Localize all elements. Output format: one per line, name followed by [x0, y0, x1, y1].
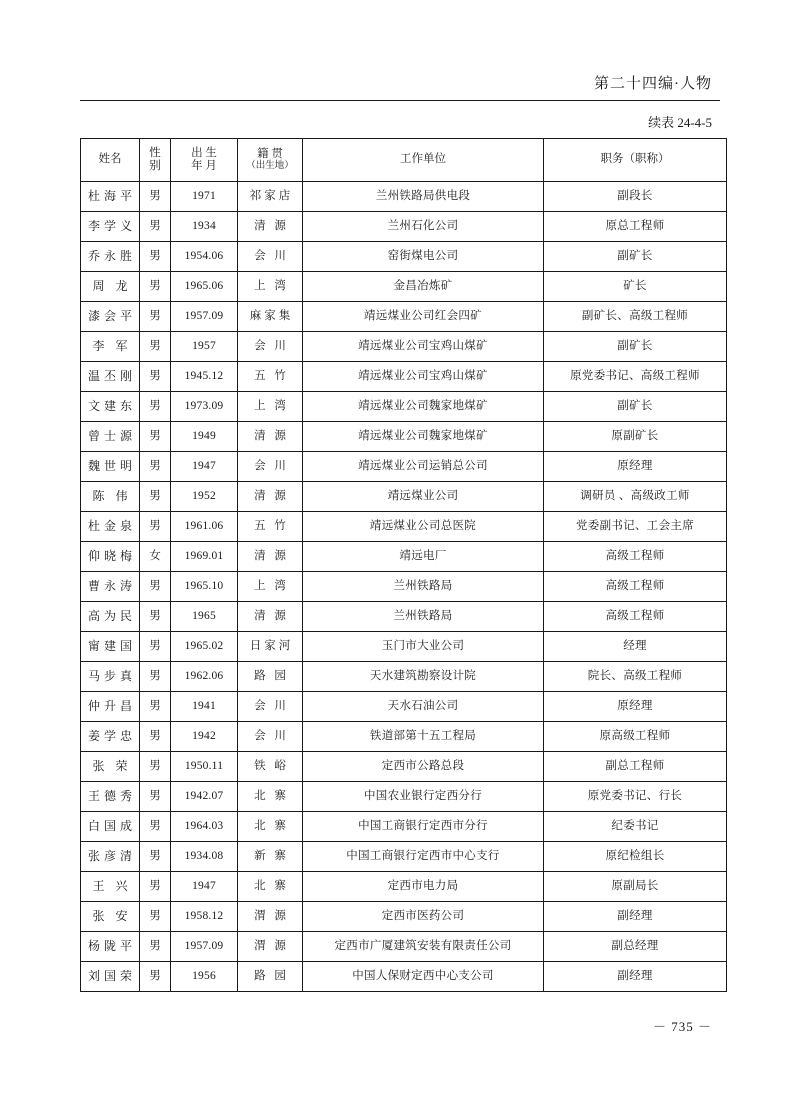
table-row [81, 662, 727, 692]
cell-birth: 1945.12 [171, 362, 238, 392]
cell-sex: 男 [140, 512, 171, 542]
column-header-origin [238, 139, 303, 182]
cell-birth: 1962.06 [171, 662, 238, 692]
table-row [81, 332, 727, 362]
cell-unit: 中国人保财定西中心支公司 [303, 962, 544, 992]
cell-post: 原党委书记、行长 [544, 782, 727, 812]
cell-sex: 男 [140, 902, 171, 932]
cell-origin: 上 湾 [238, 272, 303, 302]
cell-origin: 渭 源 [238, 932, 303, 962]
cell-post: 副总工程师 [544, 752, 727, 782]
cell-origin: 会 川 [238, 242, 303, 272]
cell-name: 曾士源 [81, 422, 140, 452]
cell-name: 仲升昌 [81, 692, 140, 722]
column-header-birth-line2: 年 月 [191, 160, 217, 172]
cell-post: 高级工程师 [544, 602, 727, 632]
cell-birth: 1949 [171, 422, 238, 452]
cell-sex: 女 [140, 542, 171, 572]
cell-birth: 1954.06 [171, 242, 238, 272]
cell-birth: 1952 [171, 482, 238, 512]
chapter-title: 第二十四编·人物 [594, 76, 712, 92]
cell-birth: 1969.01 [171, 542, 238, 572]
cell-post: 高级工程师 [544, 572, 727, 602]
cell-origin: 五 竹 [238, 362, 303, 392]
cell-origin: 新 寨 [238, 842, 303, 872]
cell-origin: 北 寨 [238, 872, 303, 902]
cell-name: 陈 伟 [81, 482, 140, 512]
cell-sex: 男 [140, 752, 171, 782]
column-header-post-text: 职务（职称） [600, 153, 670, 166]
cell-name: 仰晓梅 [81, 542, 140, 572]
cell-origin: 会 川 [238, 722, 303, 752]
cell-name: 马步真 [81, 662, 140, 692]
cell-post: 原副矿长 [544, 422, 727, 452]
cell-sex: 男 [140, 242, 171, 272]
cell-post: 原经理 [544, 452, 727, 482]
cell-origin: 路 园 [238, 662, 303, 692]
cell-origin: 清 源 [238, 602, 303, 632]
cell-origin: 清 源 [238, 542, 303, 572]
cell-birth: 1965 [171, 602, 238, 632]
cell-birth: 1957.09 [171, 302, 238, 332]
table-row [81, 932, 727, 962]
cell-unit: 玉门市大业公司 [303, 632, 544, 662]
cell-sex: 男 [140, 812, 171, 842]
table-row [81, 302, 727, 332]
cell-post: 副矿长 [544, 242, 727, 272]
cell-unit: 靖远煤业公司宝鸡山煤矿 [303, 332, 544, 362]
cell-birth: 1965.10 [171, 572, 238, 602]
cell-birth: 1971 [171, 182, 238, 212]
column-header-birth-line1: 出 生 [191, 146, 217, 159]
cell-name: 漆会平 [81, 302, 140, 332]
cell-birth: 1941 [171, 692, 238, 722]
cell-post: 矿长 [544, 272, 727, 302]
cell-name: 张 安 [81, 902, 140, 932]
cell-post: 原经理 [544, 692, 727, 722]
cell-name: 温丕刚 [81, 362, 140, 392]
cell-sex: 男 [140, 362, 171, 392]
cell-post: 调研员 、高级政工师 [544, 482, 727, 512]
cell-origin: 北 寨 [238, 812, 303, 842]
table-row [81, 812, 727, 842]
cell-post: 原党委书记、高级工程师 [544, 362, 727, 392]
cell-sex: 男 [140, 722, 171, 752]
table-head [81, 139, 727, 182]
cell-unit: 靖远煤业公司红会四矿 [303, 302, 544, 332]
cell-origin: 麻家集 [238, 302, 303, 332]
table-row [81, 722, 727, 752]
cell-birth: 1965.02 [171, 632, 238, 662]
cell-name: 乔永胜 [81, 242, 140, 272]
table-row [81, 512, 727, 542]
cell-birth: 1958.12 [171, 902, 238, 932]
cell-name: 姜学忠 [81, 722, 140, 752]
cell-sex: 男 [140, 842, 171, 872]
cell-origin: 祁家店 [238, 182, 303, 212]
cell-unit: 定西市公路总段 [303, 752, 544, 782]
cell-birth: 1973.09 [171, 392, 238, 422]
cell-sex: 男 [140, 332, 171, 362]
cell-sex: 男 [140, 872, 171, 902]
cell-post: 高级工程师 [544, 542, 727, 572]
cell-name: 杜海平 [81, 182, 140, 212]
column-header-post [544, 139, 727, 182]
table-row [81, 602, 727, 632]
cell-name: 曹永涛 [81, 572, 140, 602]
column-header-sex [140, 139, 171, 182]
table-row [81, 482, 727, 512]
cell-sex: 男 [140, 932, 171, 962]
cell-unit: 天水建筑勘察设计院 [303, 662, 544, 692]
cell-origin: 清 源 [238, 422, 303, 452]
cell-post: 副矿长 [544, 392, 727, 422]
cell-unit: 窑街煤电公司 [303, 242, 544, 272]
cell-birth: 1957 [171, 332, 238, 362]
cell-name: 刘国荣 [81, 962, 140, 992]
cell-post: 党委副书记、工会主席 [544, 512, 727, 542]
cell-name: 杜金泉 [81, 512, 140, 542]
cell-unit: 兰州铁路局供电段 [303, 182, 544, 212]
cell-unit: 金昌冶炼矿 [303, 272, 544, 302]
cell-post: 经理 [544, 632, 727, 662]
cell-origin: 铁 峪 [238, 752, 303, 782]
cell-sex: 男 [140, 182, 171, 212]
cell-sex: 男 [140, 452, 171, 482]
cell-origin: 上 湾 [238, 392, 303, 422]
cell-unit: 靖远煤业公司魏家地煤矿 [303, 422, 544, 452]
column-header-birth [171, 139, 238, 182]
cell-origin: 日家河 [238, 632, 303, 662]
table-header-row [81, 139, 727, 182]
cell-post: 原纪检组长 [544, 842, 727, 872]
cell-birth: 1934.08 [171, 842, 238, 872]
cell-birth: 1947 [171, 452, 238, 482]
cell-name: 魏世明 [81, 452, 140, 482]
column-header-name-text: 姓名 [98, 153, 122, 166]
cell-post: 副经理 [544, 962, 727, 992]
table-continued-label: 续表 24-4-5 [648, 115, 712, 130]
cell-unit: 靖远煤业公司宝鸡山煤矿 [303, 362, 544, 392]
table-row [81, 452, 727, 482]
table-row [81, 782, 727, 812]
cell-name: 李学义 [81, 212, 140, 242]
cell-name: 高为民 [81, 602, 140, 632]
cell-origin: 上 湾 [238, 572, 303, 602]
cell-unit: 定西市医药公司 [303, 902, 544, 932]
table-row [81, 962, 727, 992]
cell-unit: 定西市电力局 [303, 872, 544, 902]
cell-sex: 男 [140, 632, 171, 662]
cell-post: 原副局长 [544, 872, 727, 902]
cell-name: 李 军 [81, 332, 140, 362]
cell-origin: 会 川 [238, 332, 303, 362]
table-row [81, 392, 727, 422]
table-row [81, 362, 727, 392]
roster-table-wrapper [80, 138, 720, 992]
cell-unit: 靖远煤业公司魏家地煤矿 [303, 392, 544, 422]
cell-unit: 靖远煤业公司总医院 [303, 512, 544, 542]
cell-sex: 男 [140, 572, 171, 602]
cell-name: 白国成 [81, 812, 140, 842]
cell-post: 原总工程师 [544, 212, 727, 242]
cell-unit: 靖远煤业公司 [303, 482, 544, 512]
cell-origin: 会 川 [238, 692, 303, 722]
cell-birth: 1934 [171, 212, 238, 242]
cell-sex: 男 [140, 212, 171, 242]
cell-post: 副经理 [544, 902, 727, 932]
cell-birth: 1956 [171, 962, 238, 992]
column-header-unit-text: 工作单位 [400, 153, 446, 166]
table-row [81, 542, 727, 572]
cell-post: 原高级工程师 [544, 722, 727, 752]
table-row [81, 692, 727, 722]
table-row [81, 212, 727, 242]
column-header-origin-line1: 籍 贯 [257, 147, 283, 160]
table-row [81, 872, 727, 902]
table-body [81, 182, 727, 992]
cell-post: 纪委书记 [544, 812, 727, 842]
cell-unit: 铁道部第十五工程局 [303, 722, 544, 752]
cell-sex: 男 [140, 662, 171, 692]
cell-post: 院长、高级工程师 [544, 662, 727, 692]
cell-name: 王 兴 [81, 872, 140, 902]
cell-birth: 1965.06 [171, 272, 238, 302]
table-row [81, 242, 727, 272]
table-row [81, 842, 727, 872]
cell-birth: 1961.06 [171, 512, 238, 542]
cell-name: 张彦清 [81, 842, 140, 872]
cell-origin: 渭 源 [238, 902, 303, 932]
cell-name: 甯建国 [81, 632, 140, 662]
table-row [81, 422, 727, 452]
cell-unit: 兰州铁路局 [303, 602, 544, 632]
cell-unit: 兰州铁路局 [303, 572, 544, 602]
column-header-name [81, 139, 140, 182]
cell-birth: 1942 [171, 722, 238, 752]
table-row [81, 272, 727, 302]
cell-sex: 男 [140, 302, 171, 332]
column-header-unit [303, 139, 544, 182]
cell-birth: 1957.09 [171, 932, 238, 962]
cell-unit: 中国农业银行定西分行 [303, 782, 544, 812]
header-divider [80, 100, 720, 101]
page-number: － 735 － [652, 1019, 712, 1034]
cell-origin: 清 源 [238, 212, 303, 242]
cell-unit: 中国工商银行定西市中心支行 [303, 842, 544, 872]
cell-birth: 1947 [171, 872, 238, 902]
table-row [81, 182, 727, 212]
cell-unit: 中国工商银行定西市分行 [303, 812, 544, 842]
cell-post: 副矿长、高级工程师 [544, 302, 727, 332]
cell-name: 杨陇平 [81, 932, 140, 962]
cell-origin: 路 园 [238, 962, 303, 992]
cell-unit: 靖远电厂 [303, 542, 544, 572]
table-row [81, 902, 727, 932]
cell-birth: 1964.03 [171, 812, 238, 842]
cell-unit: 定西市广厦建筑安装有限责任公司 [303, 932, 544, 962]
cell-post: 副矿长 [544, 332, 727, 362]
cell-birth: 1950.11 [171, 752, 238, 782]
cell-post: 副段长 [544, 182, 727, 212]
cell-sex: 男 [140, 692, 171, 722]
cell-name: 王德秀 [81, 782, 140, 812]
table-row [81, 632, 727, 662]
cell-name: 张 荣 [81, 752, 140, 782]
cell-unit: 天水石油公司 [303, 692, 544, 722]
column-header-origin-line2: （出生地） [246, 161, 294, 172]
table-row [81, 572, 727, 602]
cell-origin: 北 寨 [238, 782, 303, 812]
cell-origin: 五 竹 [238, 512, 303, 542]
column-header-sex-line1: 性 [149, 146, 161, 159]
cell-post: 副总经理 [544, 932, 727, 962]
cell-unit: 兰州石化公司 [303, 212, 544, 242]
cell-sex: 男 [140, 272, 171, 302]
column-header-sex-line2: 别 [149, 160, 161, 172]
cell-sex: 男 [140, 482, 171, 512]
cell-sex: 男 [140, 962, 171, 992]
cell-birth: 1942.07 [171, 782, 238, 812]
table-row [81, 752, 727, 782]
cell-unit: 靖远煤业公司运销总公司 [303, 452, 544, 482]
cell-sex: 男 [140, 782, 171, 812]
cell-name: 周 龙 [81, 272, 140, 302]
cell-sex: 男 [140, 422, 171, 452]
cell-name: 文建东 [81, 392, 140, 422]
cell-origin: 清 源 [238, 482, 303, 512]
roster-table [80, 138, 727, 992]
cell-sex: 男 [140, 602, 171, 632]
cell-sex: 男 [140, 392, 171, 422]
cell-origin: 会 川 [238, 452, 303, 482]
